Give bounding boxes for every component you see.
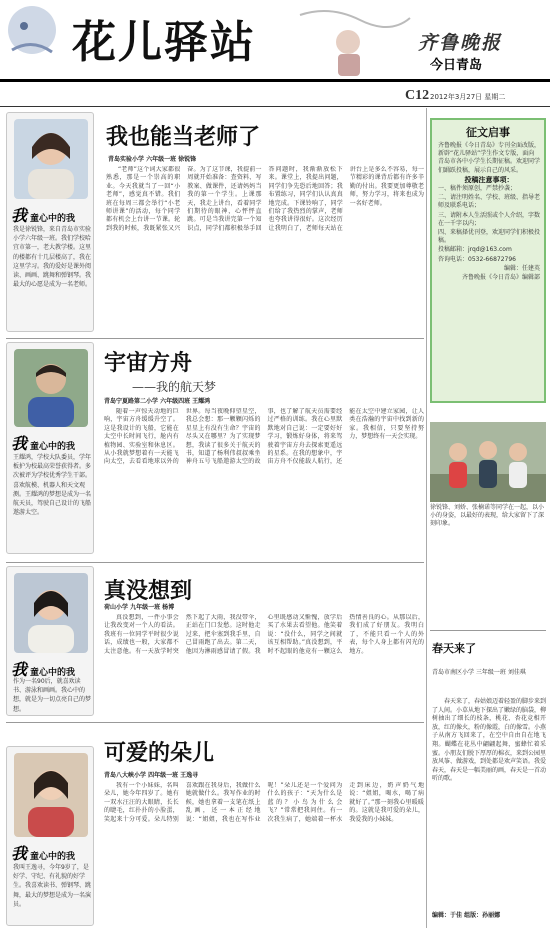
article-body: 我有一个小妹妹，名叫朵儿，她今年四岁了。她有一双水汪汪的大眼睛，长长的睫毛，红扑扑的小脸蛋，笑起来十分可爱。朵儿特别喜欢跟在我身后，我做什么她就做什么。我写作业的时候，她也拿着一支笔在纸上乱画，还一本正经地说：“姐姐，我也在写作业呢！”朵儿还是一个爱问为什么的孩子：“天为什么是蓝的？小鸟为什么会飞？”常常把我问住。有一次我生病了，她端着一杯水走到床边，奶声奶气地说：“姐姐，喝水，喝了病就好了。”那一刻我心里暖暖的。这就是我可爱的朵儿，我爱我的小妹妹。 — [104, 782, 424, 823]
kid-tag-text: 童心中的我 — [30, 668, 76, 678]
kid-tag-mark: 我 — [11, 660, 28, 679]
article-byline: 青岛八大峡小学 四年级一班 王逸寻 — [104, 772, 199, 779]
article-body: 真没想到，一件小事会让我改变对一个人的看法。我班有一位同学平时很少说话，成绩也一般，大家都不太注意他。有一天放学时突然下起了大雨，我没带伞，正站在门口发愁。这时他走过来，把伞塞到我手里，自己冒雨跑了出去。第二天，他因为淋雨感冒请了假。我心里既感动又惭愧，放学后买了水果去看望他。他笑着说：“没什么，同学之间就该互相帮助。”真没想到，平时不起眼的他竟有一颗这么热情善良的心。从那以后，我们成了好朋友。我明白了，不能只看一个人的外表，每个人身上都有闪光的地方。 — [104, 614, 424, 655]
kid-photo — [14, 349, 88, 427]
kid-intro: 王耀鸿，学校大队委员，学年板护为校最高荣誉获得者。多次被评为学校优秀学生干部。喜欢航模、机器人和天文观测。王耀鸿的梦想是成为一名航天员，驾驶自己设计的飞船遨游太空。 — [13, 454, 91, 517]
kid-tag-text: 童心中的我 — [30, 442, 76, 452]
kid-profile-card — [6, 746, 94, 926]
article-body: 随着一声惊天动地的巨响，宇宙方舟缓缓升空了。这是我设计的飞船，它能在太空中长时间飞行，舱内有植物园、实验室和休息区。从小我就梦想着有一天能飞向太空，去看看地球以外的世界。每当夜晚仰望星空，我总会想：那一颗颗闪烁的星星上有没有生命？宇宙的尽头又在哪里？为了实现梦想，我读了很多关于航天的书，知道了杨利伟叔叔乘坐神舟五号飞船遨游太空的故事，也了解了航天员需要经过严格的训练。我在心里默默地对自己说：一定要好好学习，锻炼好身体，将来驾驶着宇宙方舟去探索更遥远的星系。在我的想象中，宇宙方舟不仅能载人航行，还能在太空中建立家园，让人类在浩瀚的宇宙中找到新的家。我相信，只要坚持努力，梦想终有一天会实现。 — [104, 408, 424, 466]
article-title: 宇宙方舟 — [104, 351, 193, 376]
kid-intro: 作为一名90后，就喜欢读书、游泳和画画。我心中的想，就是为一切点亮自己的梦想。 — [13, 678, 91, 713]
article-divider — [6, 338, 424, 339]
notice-paragraph: 二、请注明姓名、学校、班级、指导老师及联系电话； — [438, 194, 541, 210]
column-divider — [426, 108, 427, 928]
kid-tag-text: 童心中的我 — [30, 214, 76, 224]
kid-tag — [11, 203, 75, 226]
kid-tag-mark: 我 — [11, 844, 28, 863]
masthead — [0, 0, 550, 82]
kid-tag-text: 童心中的我 — [30, 852, 76, 862]
newspaper-name: 齐鲁晚报 — [418, 32, 503, 54]
kid-photo — [14, 573, 88, 653]
kid-photo — [14, 753, 88, 837]
kid-profile-card — [6, 342, 94, 554]
call-for-submissions-box — [430, 118, 546, 403]
notice-title: 征文启事 — [466, 126, 510, 139]
sidebar-divider — [430, 630, 546, 631]
kid-tag — [11, 431, 75, 454]
notice-subheading: 投稿注意事项： — [464, 175, 514, 184]
article-byline: 青岛宁夏路第二小学 六年级四班 王耀鸿 — [104, 398, 211, 405]
notice-paragraph: 四、来稿择优刊登，欢迎同学们积极投稿。 — [438, 229, 541, 245]
notice-paragraph: 齐鲁晚报《今日青岛》专刊全面改版，新辟“花儿驿站”学生作文专版，面向青岛市各中小学生长期征稿。欢迎同学们踊跃投稿，展示自己的风采。 — [438, 142, 541, 174]
article-body: “老师”这个词大家都很熟悉，那是一个崇高的职业。今天我就当了一回“小老师”，感觉真不错。我们班在每周三都会举行“小老师讲课”的活动，每个同学都有机会上台讲一节课。轮到我的时候，我既紧张又兴奋。为了这节课，我提前一周就开始准备：查资料、写教案、做课件，还请妈妈当我的第一个学生。上课那天，我走上讲台，看着同学们期待的眼神，心怦怦直跳。可是当我讲完第一个知识点，同学们都积极举手回答问题时，我渐渐放松下来。课堂上，我提出问题，同学们争先恐后地回答；我布置练习，同学们认认真真地完成。下课铃响了，同学们给了我热烈的掌声，老师也夸我讲得很好。这次经历让我明白了，老师每天站在讲台上是多么不容易，每一节精彩的课背后都有许多辛勤的付出。我要更加尊敬老师，努力学习，将来也成为一名好老师。 — [106, 166, 424, 232]
notice-paragraph: 三、请附本人生活照或个人介绍，字数在一千字以内； — [438, 211, 541, 227]
photo-caption: 徐锐锋、刘娇、张楠诺等同学在一起，以小小的身姿，以最好的表现，给大家留下了深刻印象。 — [430, 504, 545, 527]
kid-photo — [14, 119, 88, 199]
sidebar-article-title: 春天来了 — [432, 642, 476, 655]
issue-date: 2012年3月27日 星期二 — [430, 93, 506, 101]
kid-intro: 我是徐锐锋，来自青岛市实验小学六年级一班。我们学校哈宜市第一，老大教学楼。这里的楼都有十几层楼高了，我在这里学习。我的爱好是课外阅读、画画、跳舞和弹钢琴。我最大的心愿是成为一名老师。 — [13, 226, 91, 289]
sidebar-article-body: 春天来了，春姑娘迈着轻盈的脚步来到了人间。小草从地下探出了嫩绿的脑袋，柳树抽出了细长的枝条，桃花、杏花竞相开放，红的像火，粉的像霞，白的像雪。小燕子从南方飞回来了，在空中自由自在地飞翔。蝴蝶在花丛中翩翩起舞，蜜蜂忙着采蜜。小朋友们脱下厚厚的棉衣，来到公园里放风筝、做游戏，到处都是欢声笑语。我爱春天，春天是一幅美丽的画，春天是一首动听的歌。 — [432, 698, 547, 783]
kid-tag — [11, 841, 75, 864]
notice-paragraph: 一、稿件须原创，严禁抄袭； — [438, 185, 517, 193]
kid-intro: 我叫王逸寻，今年9岁了，是好学、守纪、有礼貌的好学生。我喜欢读书、弹钢琴、跳舞，最大的梦想是成为一名演员。 — [13, 864, 91, 908]
article-title: 可爱的朵儿 — [104, 741, 215, 766]
article-byline: 荷山小学 九年级一班 杨博 — [104, 604, 175, 611]
notice-phone: 咨询电话：0532-66872796 — [438, 255, 516, 263]
notice-body — [438, 142, 540, 283]
kid-profile-card — [6, 112, 94, 332]
article-divider — [6, 722, 424, 723]
notice-signature: 齐鲁晚报《今日青岛》编辑部 — [461, 274, 540, 282]
sidebar-article-byline: 青岛市南区小学 三年级一班 刘佳琪 — [432, 669, 526, 676]
page-number: C12 — [405, 88, 430, 103]
kid-tag-mark: 我 — [11, 206, 28, 225]
kid-profile-card — [6, 566, 94, 716]
group-photo — [430, 422, 546, 502]
article-title: 真没想到 — [104, 579, 193, 604]
section-name: 今日青岛 — [430, 58, 483, 73]
article-subtitle: ——我的航天梦 — [132, 380, 217, 394]
section-brand-title: 花儿驿站 — [72, 17, 256, 68]
article-byline: 青岛实验小学 六年级一班 徐锐锋 — [108, 156, 197, 163]
kid-tag-mark: 我 — [11, 434, 28, 453]
editor-credit: 编辑：于佳 组版：孙丽娜 — [432, 912, 501, 919]
notice-editor: 编辑：任建英 — [503, 264, 540, 272]
article-divider — [6, 562, 424, 563]
header-rule — [0, 106, 550, 107]
article-title: 我也能当老师了 — [106, 125, 261, 150]
notice-email: 投稿邮箱：jrqd@163.com — [438, 246, 512, 254]
